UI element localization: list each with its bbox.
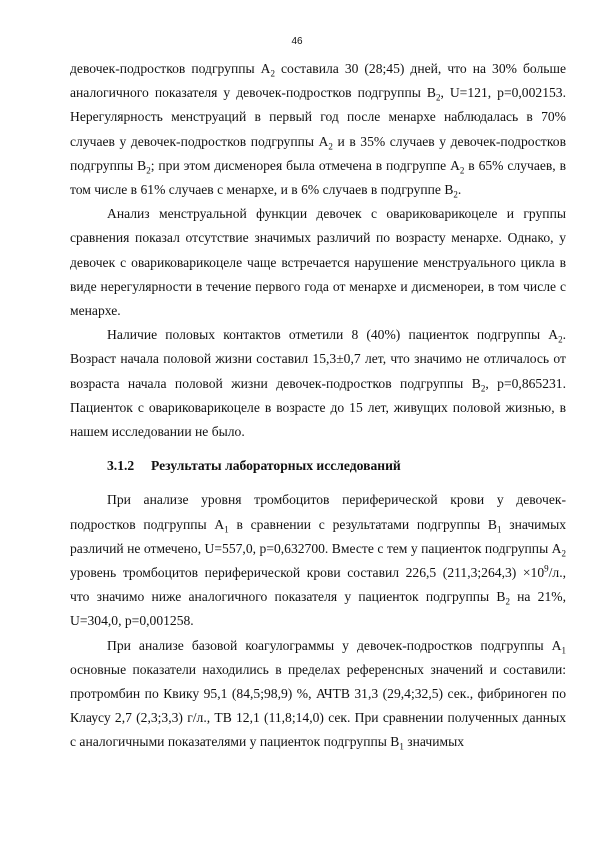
paragraph-coagulogram: При анализе базовой коагулограммы у девочек-подростков подгруппы $А_1$ основные показатели находились в пределах референсных значений и составили: протромбин по Квику 95,1 (84,5;98,9) %, АЧТВ 31,3 (29,4;32,5) сек., фибриноген по Клаусу 2,7 (2,3;3,3) г/л., ТВ 12,1 (11,8;14,0) сек. При сравнении полученных данных с аналогичными показателями у пациенток подгруппы $В_1$ значимых: [70, 637, 566, 753]
section-heading: [107, 454, 566, 478]
section-number: 3.1.2: [107, 458, 135, 474]
section-title: Результаты лабораторных исследований: [151, 458, 401, 474]
page-number: 46: [291, 36, 303, 47]
paragraph-platelets: При анализе уровня тромбоцитов периферической крови у девочек-подростков подгруппы $А_1$ в сравнении с результатами подгруппы $В_1$ значимых различий не отмечено, U=557,0, p=0,632700. Вместе с тем у пациенток подгруппы $А_2$ уровень тромбоцитов периферической крови составил 226,5 (211,3;264,3) $\times 10^9/л$., что значимо ниже аналогичного показателя у пациенток подгруппы $В_2$ на 21%, U=304,0, p=0,001258.: [70, 492, 566, 629]
document-body: [70, 57, 566, 755]
paragraph-menstrual-results: девочек-подростков подгруппы $А_2$ составила 30 (28;45) дней, что на 30% больше аналогичного показателя у девочек-подростков подгруппы $В_2$, U=121, p=0,002153. Нерегулярность менструаций в первый год после менархе наблюдалась в 70% случаев у девочек-подростков подгруппы $А_2$ и в 35% случаев у девочек-подростков подгруппы $В_2$; при этом дисменорея была отмечена в подгруппе $А_2$ в 65% случаев, в том числе в 61% случаев с менархе, и в 6% случаев в подгруппе $В_2$.: [70, 61, 566, 200]
paragraph-menstrual-analysis: Анализ менструальной функции девочек с овариковарикоцеле и группы сравнения показал отсутствие значимых различий по возрасту менархе. Однако, у девочек с овариковарикоцеле чаще встречается нарушение менструального цикла в виде нерегулярности в течение первого года от менархе и дисменореи, в том числе с менархе.: [70, 206, 566, 319]
paragraph-sexual-activity: Наличие половых контактов отметили 8 (40%) пациенток подгруппы $А_2$. Возраст начала половой жизни составил 15,3±0,7 лет, что значимо не отличалось от возраста начала половой жизни девочек-подростков подгруппы $В_2$, p=0,865231. Пациенток с овариковарикоцеле в возрасте до 15 лет, живущих половой жизнью, в нашем исследовании не было.: [70, 327, 566, 440]
